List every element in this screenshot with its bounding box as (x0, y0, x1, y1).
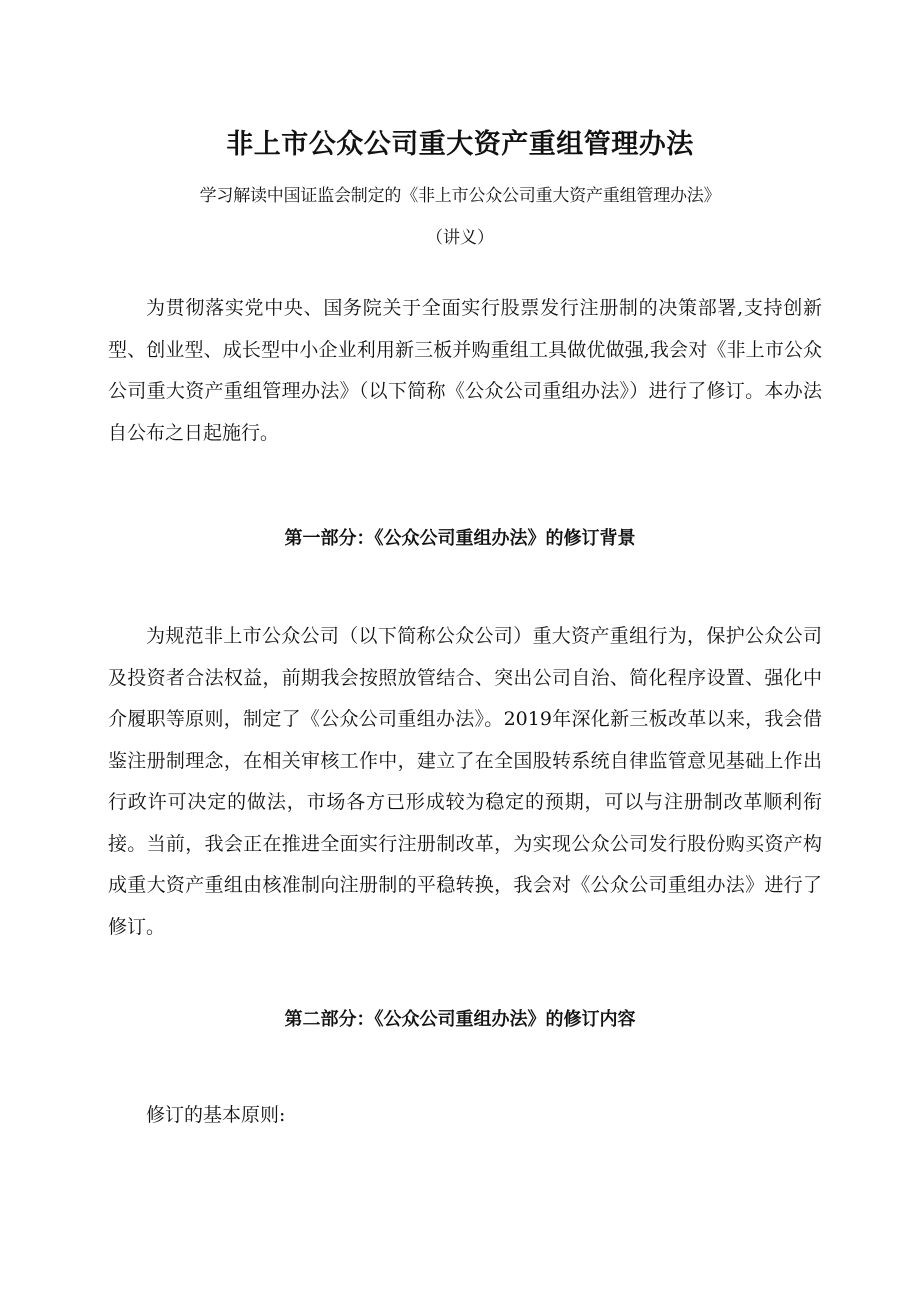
intro-paragraph: 为贯彻落实党中央、国务院关于全面实行股票发行注册制的决策部署,支持创新型、创业型、成长型中小企业利用新三板并购重组工具做优做强,我会对《非上市公众公司重大资产重组管理办法》（以下简称《公众公司重组办法》）进行了修订。本办法自公布之日起施行。 (108, 297, 822, 444)
section1-paragraph: 为规范非上市公众公司（以下简称公众公司）重大资产重组行为，保护公众公司及投资者合法权益，前期我会按照放管结合、突出公司自治、简化程序设置、强化中介履职等原则，制定了《公众公司重组办法》。2019年深化新三板改革以来，我会借鉴注册制理念，在相关审核工作中，建立了在全国股转系统自律监管意见基础上作出行政许可决定的做法，市场各方已形成较为稳定的预期，可以与注册制改革顺利衔接。当前，我会正在推进全面实行注册制改革，为实现公众公司发行股份购买资产构成重大资产重组由核准制向注册制的平稳转换，我会对《公众公司重组办法》进行了修订。 (108, 625, 822, 938)
principles-label: 修订的基本原则: (146, 1104, 286, 1126)
section1-heading: 第一部分：《公众公司重组办法》的修订背景 (284, 528, 636, 549)
lecture-label: （讲义） (426, 228, 494, 248)
document-title: 非上市公众公司重大资产重组管理办法 (226, 129, 694, 160)
section2-heading: 第二部分：《公众公司重组办法》的修订内容 (284, 1009, 636, 1030)
document-subtitle: 学习解读中国证监会制定的《非上市公众公司重大资产重组管理办法》 (199, 186, 721, 206)
